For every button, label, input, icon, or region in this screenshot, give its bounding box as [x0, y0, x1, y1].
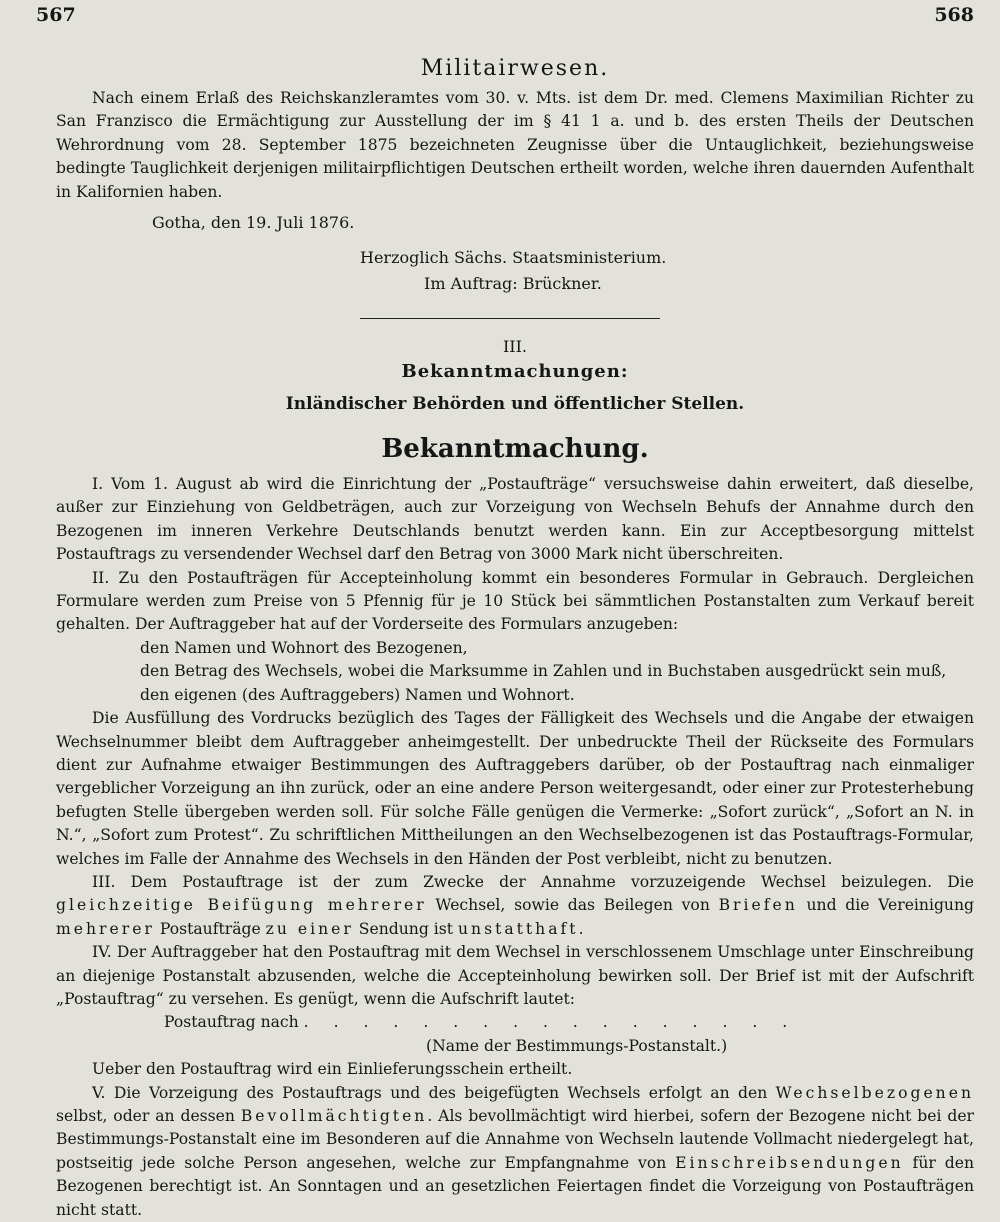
- spaced-text: Briefen: [718, 896, 798, 915]
- page-number-left: 567: [36, 4, 76, 26]
- signature-ministry: Herzoglich Sächs. Staatsministerium.: [360, 248, 667, 268]
- announcements-heading: Bekanntmachungen:: [401, 361, 629, 383]
- text-run: Sendung ist: [353, 919, 458, 938]
- list-item: den eigenen (des Auftraggebers) Namen und Wohnort.: [140, 685, 575, 704]
- text-run: Postaufträge: [154, 919, 266, 938]
- notice-paragraph-2: II. Zu den Postaufträgen für Accepteinholung kommt ein besonderes Formular in Gebrauch. Dergleichen Formulare werden zum Preise von 5 Pfennig für je 10 Stück bei sämmtlichen Postanstalten zum Verkauf bereit gehalten. Der Auftraggeber hat auf der Vorderseite des Formulars anzugeben:: [56, 568, 974, 634]
- spaced-text: Wechselbezogenen: [775, 1083, 974, 1102]
- text-run: . Als bevollmächtigt wird hierbei, sofern der Bezogene nicht bei der Bestimmungs-Postanstalt eine im Besonderen auf die Annahme von Wechseln lautende Vollmacht niedergelegt hat, postseitig jede solche Person angesehen, welche zur Empfangnahme von: [56, 1107, 975, 1172]
- text-run: V. Die Vorzeigung des Postauftrags und des beigefügten Wechsels erfolgt an den: [92, 1083, 776, 1102]
- spaced-text: Einschreibsendungen: [675, 1153, 904, 1172]
- list-item: den Namen und Wohnort des Bezogenen,: [140, 638, 468, 657]
- text-run: Wechsel, sowie das Beilegen von: [426, 896, 719, 915]
- section-numeral: III.: [502, 337, 528, 357]
- address-caption: (Name der Bestimmungs-Postanstalt.): [426, 1036, 728, 1055]
- page-number-right: 568: [934, 4, 974, 26]
- address-label: Postauftrag nach: [164, 1013, 299, 1032]
- text-run: .: [578, 919, 584, 938]
- notice-paragraph-3: Die Ausfüllung des Vordrucks bezüglich des Tages der Fälligkeit des Wechsels und die Angabe der etwaigen Wechselnummer bleibt dem Auftraggeber anheimgestellt. Der unbedruckte Theil der Rückseite des Formulars dient zur Aufnahme etwaiger Bestimmungen des Auftraggebers darüber, ob der Postauftrag nach einmaliger vergeblicher Vorzeigung an ihn zurück, oder an eine andere Person weitergesandt, oder einer zur Protesterhebung befugten Stelle übergeben werden soll. Für solche Fälle genügen die Vermerke: „Sofort zurück“, „Sofort an N. in N.“, „Sofort zum Protest“. Zu schriftlichen Mittheilungen an den Wechselbezogenen ist das Postauftrags-Formular, welches im Falle der Annahme des Wechsels in den Händen der Post verbleibt, nicht zu benutzen.: [56, 709, 974, 868]
- address-example: [56, 1011, 974, 1034]
- section-title-militairwesen: Militairwesen.: [420, 56, 610, 81]
- notice-paragraph-4: [56, 871, 974, 941]
- address-dots: . . . . . . . . . . . . . . . . .: [303, 1013, 798, 1032]
- notice-paragraph-1: I. Vom 1. August ab wird die Einrichtung der „Postaufträge“ versuchsweise dahin erweitert, daß dieselbe, außer zur Einziehung von Geldbeträgen, auch zur Vorzeigung von Wechseln Behufs der Annahme durch den Bezogenen im inneren Verkehre Deutschlands benutzt werden kann. Ein zur Acceptbesorgung mittelst Postauftrags zu versendender Wechsel darf den Betrag von 3000 Mark nicht überschreiten.: [56, 475, 974, 564]
- notice-title: Bekanntmachung.: [381, 434, 649, 465]
- signature-commissioned: Im Auftrag: Brückner.: [424, 274, 602, 294]
- list-item: den Betrag des Wechsels, wobei die Marksumme in Zahlen und in Buchstaben ausgedrückt sein muß,: [140, 662, 947, 681]
- spaced-text: Bevollmächtigten: [240, 1107, 428, 1125]
- text-run: und die Vereinigung: [797, 896, 974, 915]
- text-run: III. Dem Postauftrage ist der zum Zwecke der Annahme vorzuzeigende Wechsel beizulegen. Die: [92, 872, 974, 891]
- announcements-subheading: Inländischer Behörden und öffentlicher Stellen.: [285, 394, 745, 415]
- spaced-text: gleichzeitige Beifügung mehrerer: [56, 896, 427, 915]
- notice-paragraph-5: IV. Der Auftraggeber hat den Postauftrag mit dem Wechsel in verschlossenem Umschlage unter Einschreibung an diejenige Postanstalt abzusenden, welche die Accepteinholung bewirken soll. Der Brief ist mit der Aufschrift „Postauftrag“ zu versehen. Es genügt, wenn die Aufschrift lautet:: [56, 943, 974, 1008]
- section-divider: [360, 318, 660, 319]
- notice-paragraph-6: Ueber den Postauftrag wird ein Einlieferungsschein ertheilt.: [92, 1060, 573, 1079]
- spaced-text: zu einer: [265, 919, 354, 938]
- date-line: Gotha, den 19. Juli 1876.: [152, 213, 355, 233]
- text-run: selbst, oder an dessen: [56, 1107, 241, 1125]
- spaced-text: mehrerer: [56, 919, 155, 938]
- text-run: für den Bezogenen berechtigt ist. An Sonntagen und an gesetzlichen Feiertagen findet die Vorzeigung von Postaufträgen nicht statt.: [56, 1153, 974, 1219]
- page-content: [56, 52, 974, 1222]
- notice-paragraph-7: [56, 1082, 974, 1222]
- militairwesen-paragraph: Nach einem Erlaß des Reichskanzleramtes vom 30. v. Mts. ist dem Dr. med. Clemens Maximilian Richter zu San Franzisco die Ermächtigung zur Ausstellung der im § 41 1 a. und b. des ersten Theils der Deutschen Wehrordnung vom 28. September 1875 bezeichneten Zeugnisse über die Untauglichkeit, beziehungsweise bedingte Tauglichkeit derjenigen militairpflichtigen Deutschen ertheilt worden, welche ihren dauernden Aufenthalt in Kalifornien haben.: [56, 89, 974, 201]
- spaced-text: unstatthaft: [457, 919, 579, 938]
